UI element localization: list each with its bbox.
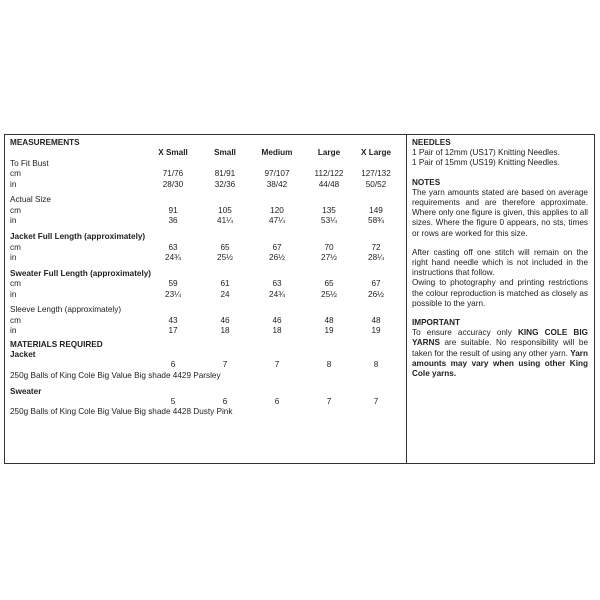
size-header: Medium: [261, 148, 293, 158]
table-cell: 50/52: [365, 179, 387, 189]
section-label: To Fit Bust: [10, 158, 49, 168]
table-row: [10, 316, 402, 326]
table-cell: 36: [168, 216, 178, 226]
size-header-row: [10, 148, 402, 158]
materials-title: [10, 340, 402, 350]
table-cell: 19: [371, 326, 381, 336]
table-cell: 28/30: [162, 179, 184, 189]
table-cell: 32/36: [214, 179, 236, 189]
table-cell: 70: [324, 242, 334, 252]
material-desc-row: [10, 407, 402, 417]
table-cell: 25½: [217, 252, 233, 262]
table-cell: 24¾: [165, 252, 181, 262]
size-header: X Small: [158, 148, 188, 158]
table-cell: 8: [373, 360, 379, 370]
important-text: are suitable. No responsibility will be taken for the result of using any other yarn.: [412, 338, 588, 358]
table-cell: 53¼: [321, 216, 337, 226]
table-row: [10, 397, 402, 407]
material-description: 250g Balls of King Cole Big Value Big shade 4429 Parsley: [10, 370, 221, 380]
section-label: Jacket Full Length (approximately): [10, 232, 146, 242]
material-name: Jacket: [10, 350, 36, 360]
table-cell: 91: [168, 205, 178, 215]
table-cell: 149: [369, 205, 383, 215]
section-title: MATERIALS REQUIRED: [10, 339, 103, 349]
table-cell: 63: [168, 242, 178, 252]
unit-label: cm: [10, 315, 21, 325]
section-label: Sleeve Length (approximately): [10, 305, 122, 315]
table-cell: 17: [168, 326, 178, 336]
material-name-row: [10, 350, 402, 360]
table-cell: 48: [324, 315, 334, 325]
table-cell: 7: [373, 397, 379, 407]
table-cell: 23¼: [165, 289, 181, 299]
table-cell: 7: [326, 397, 332, 407]
size-header: Small: [214, 148, 236, 158]
important-bold-note: Yarn amounts may vary when using other King Cole yarns.: [412, 348, 588, 379]
table-row: [10, 216, 402, 226]
important-text: To ensure accuracy only: [412, 328, 518, 338]
table-row: [10, 279, 402, 289]
unit-label: cm: [10, 205, 21, 215]
table-row: [10, 326, 402, 336]
table-cell: 7: [274, 360, 280, 370]
notes-paragraph: The yarn amounts stated are based on average requirements and are therefore approximate. Where only one figure is given, this applies to all sizes. Where the figure 0 appears, no sts, times or rows are worked for this size.: [412, 187, 588, 238]
unit-label: in: [10, 326, 17, 336]
table-cell: 72: [371, 242, 381, 252]
section-label-row: [10, 232, 402, 242]
table-cell: 61: [220, 279, 230, 289]
table-cell: 120: [270, 205, 284, 215]
table-cell: 48: [371, 315, 381, 325]
table-cell: 46: [272, 315, 282, 325]
table-cell: 41¼: [217, 216, 233, 226]
table-cell: 24: [220, 289, 230, 299]
table-cell: 6: [170, 360, 176, 370]
unit-label: cm: [10, 242, 21, 252]
needles-line: 1 Pair of 12mm (US17) Knitting Needles.: [412, 148, 560, 158]
table-cell: 71/76: [162, 169, 184, 179]
table-cell: 67: [371, 279, 381, 289]
unit-label: cm: [10, 169, 21, 179]
table-cell: 18: [220, 326, 230, 336]
material-desc-row: [10, 371, 402, 381]
measurements-title: [10, 138, 402, 148]
table-cell: 26½: [269, 252, 285, 262]
table-cell: 26½: [368, 289, 384, 299]
table-cell: 46: [220, 315, 230, 325]
unit-label: in: [10, 179, 17, 189]
notes-title: NOTES: [412, 177, 441, 187]
notes-paragraph: After casting off one stitch will remain on the right hand needle which is not included in the instructions that follow.: [412, 247, 588, 278]
material-description: 250g Balls of King Cole Big Value Big shade 4428 Dusty Pink: [10, 407, 233, 417]
table-cell: 105: [218, 205, 232, 215]
important-paragraph: [412, 328, 588, 379]
important-title: IMPORTANT: [412, 318, 461, 328]
section-label: Actual Size: [10, 195, 51, 205]
measurements-panel: [10, 138, 402, 418]
table-cell: 97/107: [264, 169, 290, 179]
unit-label: in: [10, 216, 17, 226]
table-cell: 44/48: [318, 179, 340, 189]
notes-panel: [412, 138, 588, 379]
unit-label: in: [10, 252, 17, 262]
material-name: Sweater: [10, 386, 42, 396]
table-row: [10, 290, 402, 300]
table-cell: 6: [274, 397, 280, 407]
table-cell: 65: [220, 242, 230, 252]
table-cell: 27½: [321, 252, 337, 262]
table-cell: 63: [272, 279, 282, 289]
material-name-row: [10, 387, 402, 397]
section-title: MEASUREMENTS: [10, 138, 80, 147]
table-cell: 7: [222, 360, 228, 370]
table-row: [10, 253, 402, 263]
table-row: [10, 360, 402, 370]
section-label-row: [10, 195, 402, 205]
table-cell: 59: [168, 279, 178, 289]
section-label: Sweater Full Length (approximately): [10, 268, 152, 278]
section-label-row: [10, 159, 402, 169]
table-cell: 19: [324, 326, 334, 336]
table-cell: 24¾: [269, 289, 285, 299]
unit-label: cm: [10, 279, 21, 289]
section-label-row: [10, 269, 402, 279]
table-row: [10, 169, 402, 179]
size-header: Large: [317, 148, 341, 158]
needles-line: 1 Pair of 15mm (US19) Knitting Needles.: [412, 158, 560, 168]
table-cell: 18: [272, 326, 282, 336]
table-cell: 112/122: [314, 169, 344, 179]
table-cell: 67: [272, 242, 282, 252]
notes-paragraph: Owing to photography and printing restrictions the colour reproduction is matched as closely as possible to the yarn.: [412, 278, 588, 308]
table-row: [10, 180, 402, 190]
table-cell: 135: [322, 205, 336, 215]
brand-name: KING COLE BIG YARNS: [412, 328, 588, 348]
table-cell: 6: [222, 397, 228, 407]
table-cell: 25½: [321, 289, 337, 299]
section-label-row: [10, 305, 402, 315]
table-cell: 43: [168, 315, 178, 325]
table-row: [10, 243, 402, 253]
table-cell: 81/91: [214, 169, 236, 179]
size-header: X Large: [360, 148, 392, 158]
needles-title: NEEDLES: [412, 138, 451, 147]
table-cell: 38/42: [266, 179, 288, 189]
table-cell: 5: [170, 397, 176, 407]
table-cell: 47¼: [269, 216, 285, 226]
table-row: [10, 206, 402, 216]
table-cell: 58¾: [368, 216, 384, 226]
table-cell: 127/132: [361, 169, 391, 179]
table-cell: 65: [324, 279, 334, 289]
column-divider: [406, 134, 407, 464]
table-cell: 28¼: [368, 252, 384, 262]
unit-label: in: [10, 289, 17, 299]
table-cell: 8: [326, 360, 332, 370]
